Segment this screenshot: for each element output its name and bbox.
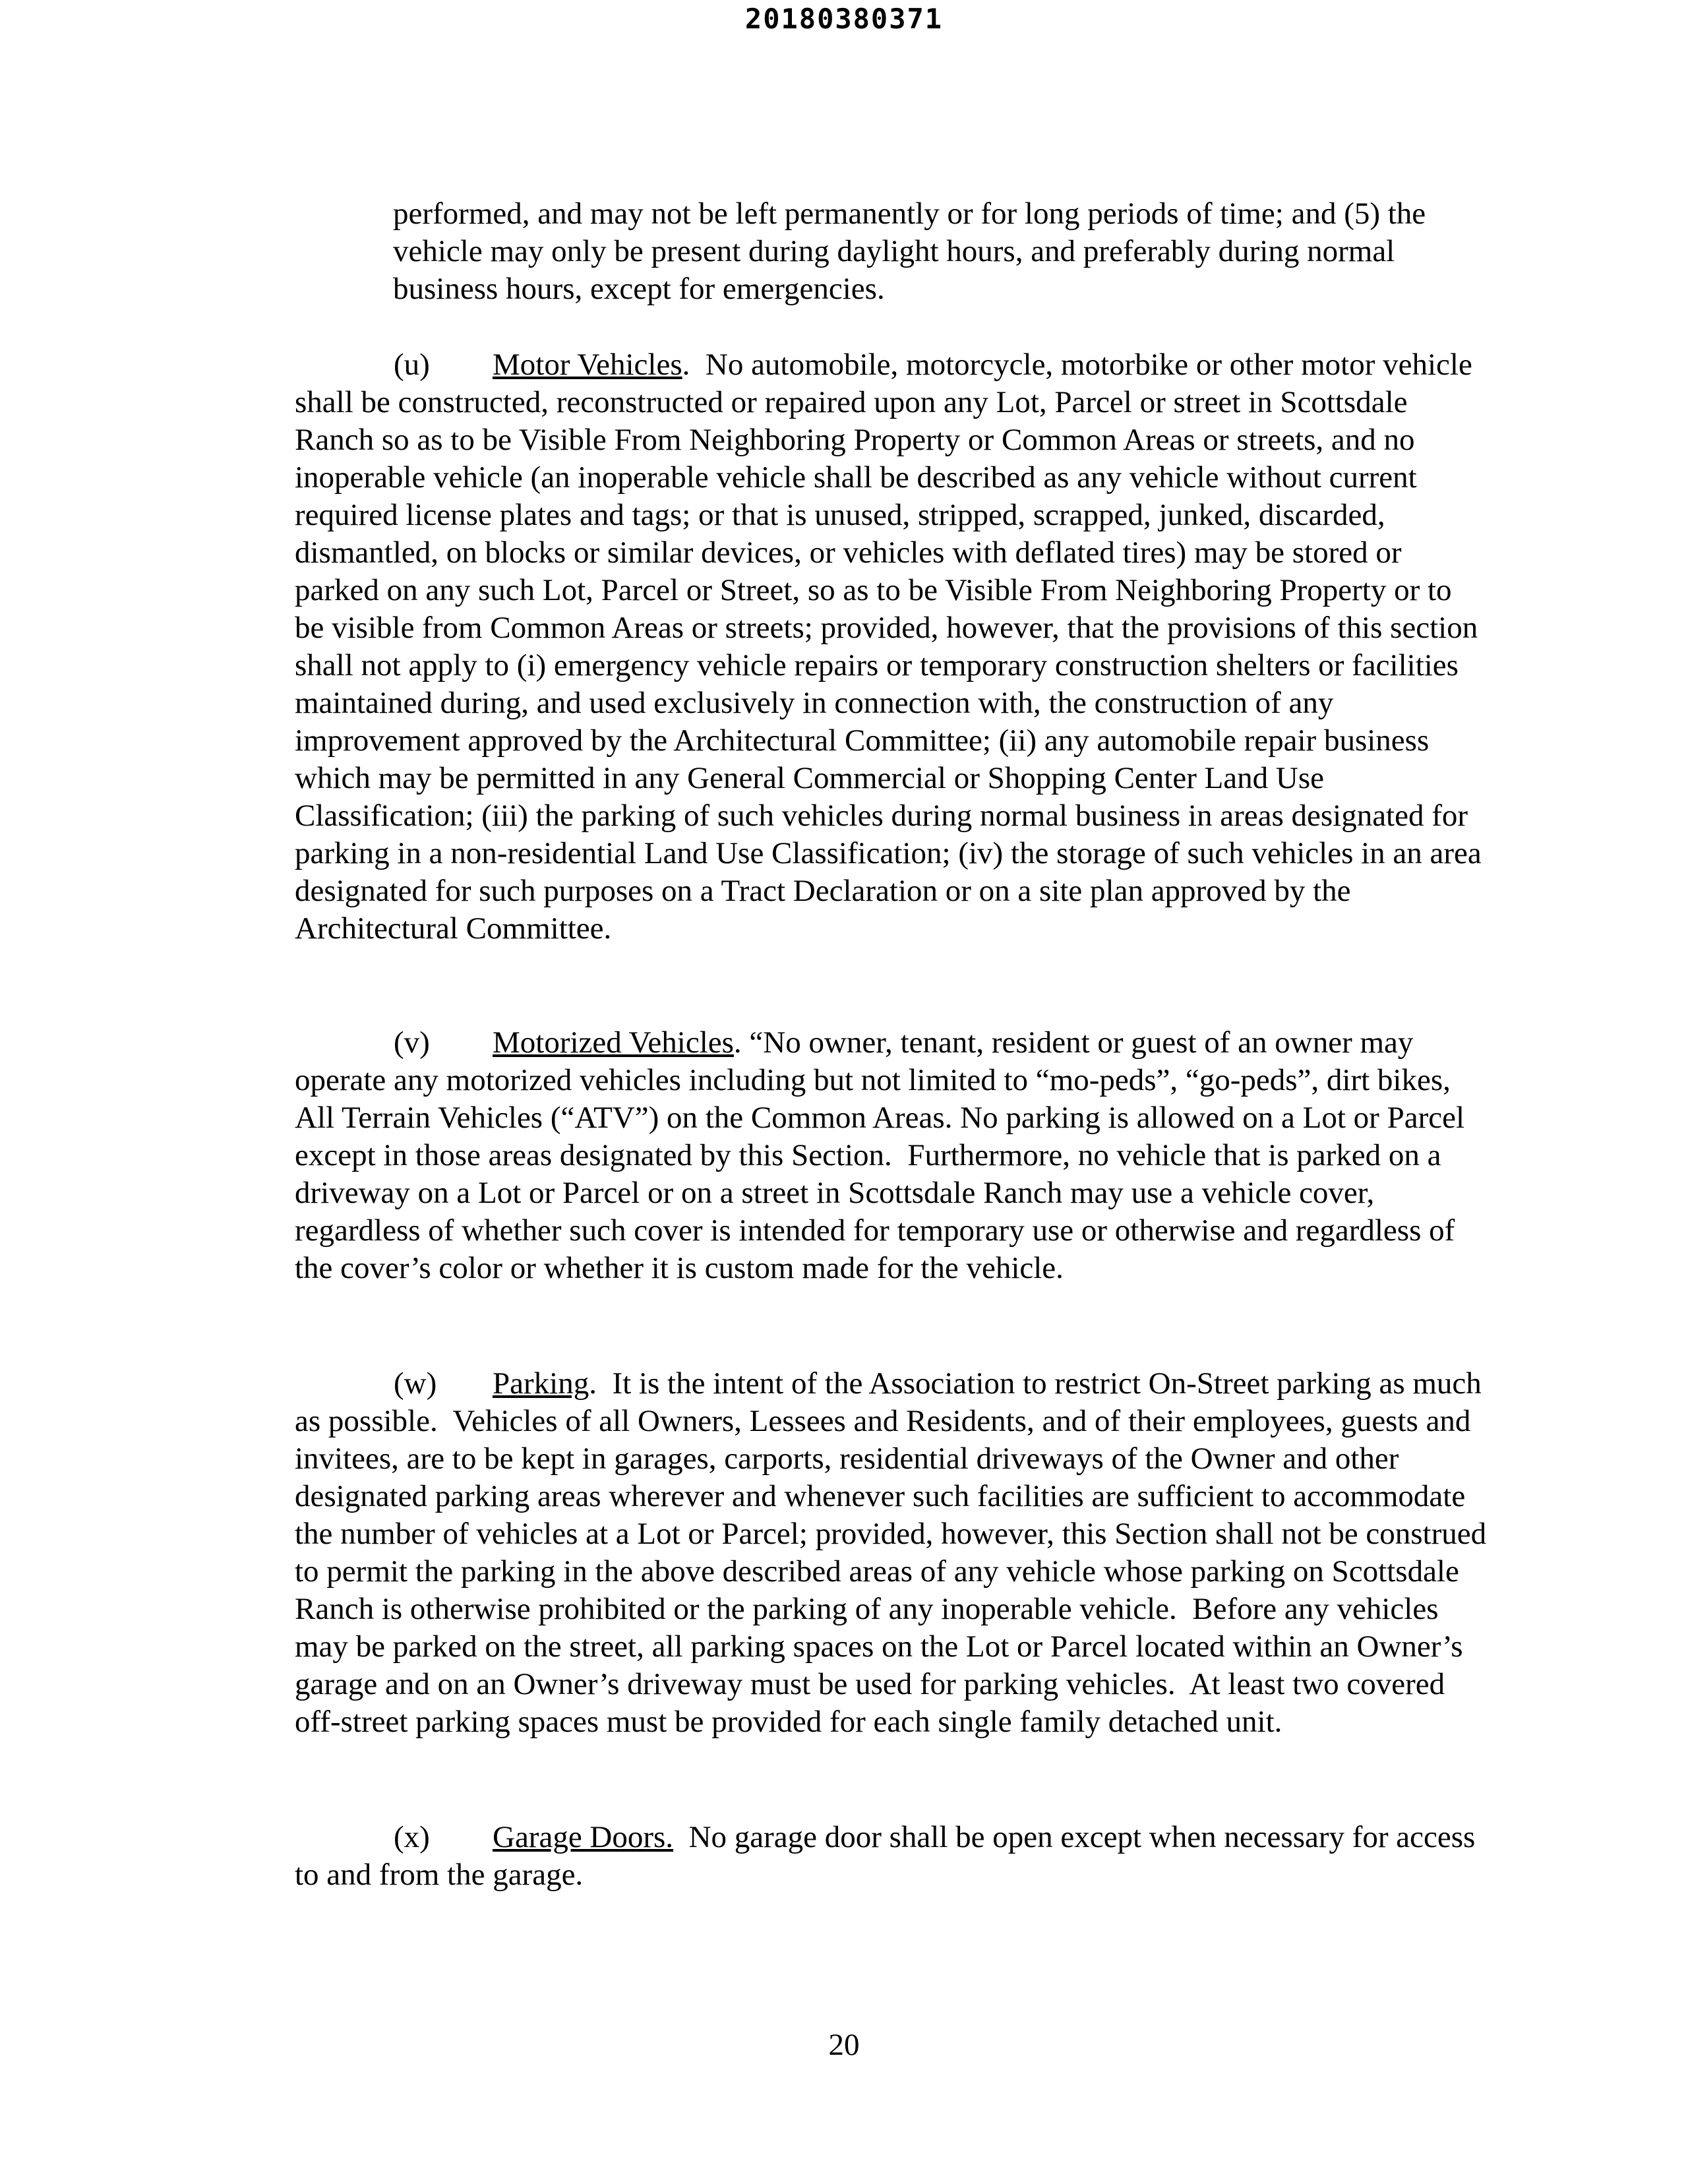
section-v-paragraph: [295, 1024, 1487, 1287]
page-number: 20: [828, 2028, 860, 2062]
section-x-paragraph: [295, 1819, 1487, 1894]
section-heading-punctuation: .: [682, 348, 690, 382]
section-u-paragraph: [295, 346, 1490, 948]
section-heading-punctuation: .: [733, 1025, 742, 1060]
section-body: “No owner, tenant, resident or guest of an owner may operate any motorized vehicles including but not limited to “mo-peds”, “go-peds”, dirt bikes, All Terrain Vehicles (“ATV”) on the Common Areas. No parking is allowed on a Lot or Parcel except in those areas designated by this Section. Furthermore, no vehicle that is parked on a driveway on a Lot or Parcel or on a street in Scottsdale Ranch may use a vehicle cover, regardless of whether such cover is intended for temporary use or otherwise and regardless of the cover’s color or whether it is custom made for the vehicle.: [295, 1025, 1472, 1285]
section-heading: Motorized Vehicles: [493, 1025, 734, 1060]
section-heading: Motor Vehicles: [493, 348, 682, 382]
section-heading: Garage Doors.: [493, 1820, 674, 1854]
continuation-paragraph: performed, and may not be left permanently or for long periods of time; and (5) the vehicle may only be present during daylight hours, and preferably during normal business hours, except for emergencies.: [393, 197, 1426, 306]
section-marker: (v): [394, 1025, 430, 1060]
section-body: It is the intent of the Association to restrict On-Street parking as much as possible. Vehicles of all Owners, Lessees and Residents, and of their employees, guests and invitees, are to be kept in garages, carports, residential driveways of the Owner and other designated parking areas wherever and whenever such facilities are sufficient to accommodate the number of vehicles at a Lot or Parcel; provided, however, this Section shall not be construed to permit the parking in the above described areas of any vehicle whose parking on Scottsdale Ranch is otherwise prohibited or the parking of any inoperable vehicle. Before any vehicles may be parked on the street, all parking spaces on the Lot or Parcel located within an Owner’s garage and on an Owner’s driveway must be used for parking vehicles. At least two covered off-street parking spaces must be provided for each single family detached unit.: [295, 1366, 1494, 1739]
section-marker: (x): [394, 1820, 430, 1854]
section-w-paragraph: [295, 1365, 1494, 1741]
section-body: No automobile, motorcycle, motorbike or other motor vehicle shall be constructed, reconstructed or repaired upon any Lot, Parcel or street in Scottsdale Ranch so as to be Visible From Neighboring Property or Common Areas or streets, and no inoperable vehicle (an inoperable vehicle shall be described as any vehicle without current required license plates and tags; or that is unused, stripped, scrapped, junked, discarded, dismantled, on blocks or similar devices, or vehicles with deflated tires) may be stored or parked on any such Lot, Parcel or Street, so as to be Visible From Neighboring Property or to be visible from Common Areas or streets; provided, however, that the provisions of this section shall not apply to (i) emergency vehicle repairs or temporary construction shelters or facilities maintained during, and used exclusively in connection with, the construction of any improvement approved by the Architectural Committee; (ii) any automobile repair business which may be permitted in any General Commercial or Shopping Center Land Use Classification; (iii) the parking of such vehicles during normal business in areas designated for parking in a non-residential Land Use Classification; (iv) the storage of such vehicles in an area designated for such purposes on a Tract Declaration or on a site plan approved by the Architectural Committee.: [295, 348, 1490, 946]
section-body: No garage door shall be open except when necessary for access to and from the garage.: [295, 1820, 1484, 1892]
section-heading: Parking: [493, 1366, 589, 1401]
document-number: 20180380371: [744, 3, 944, 35]
section-marker: (u): [394, 348, 430, 382]
section-marker: (w): [394, 1366, 437, 1401]
section-heading-punctuation: .: [589, 1366, 597, 1401]
